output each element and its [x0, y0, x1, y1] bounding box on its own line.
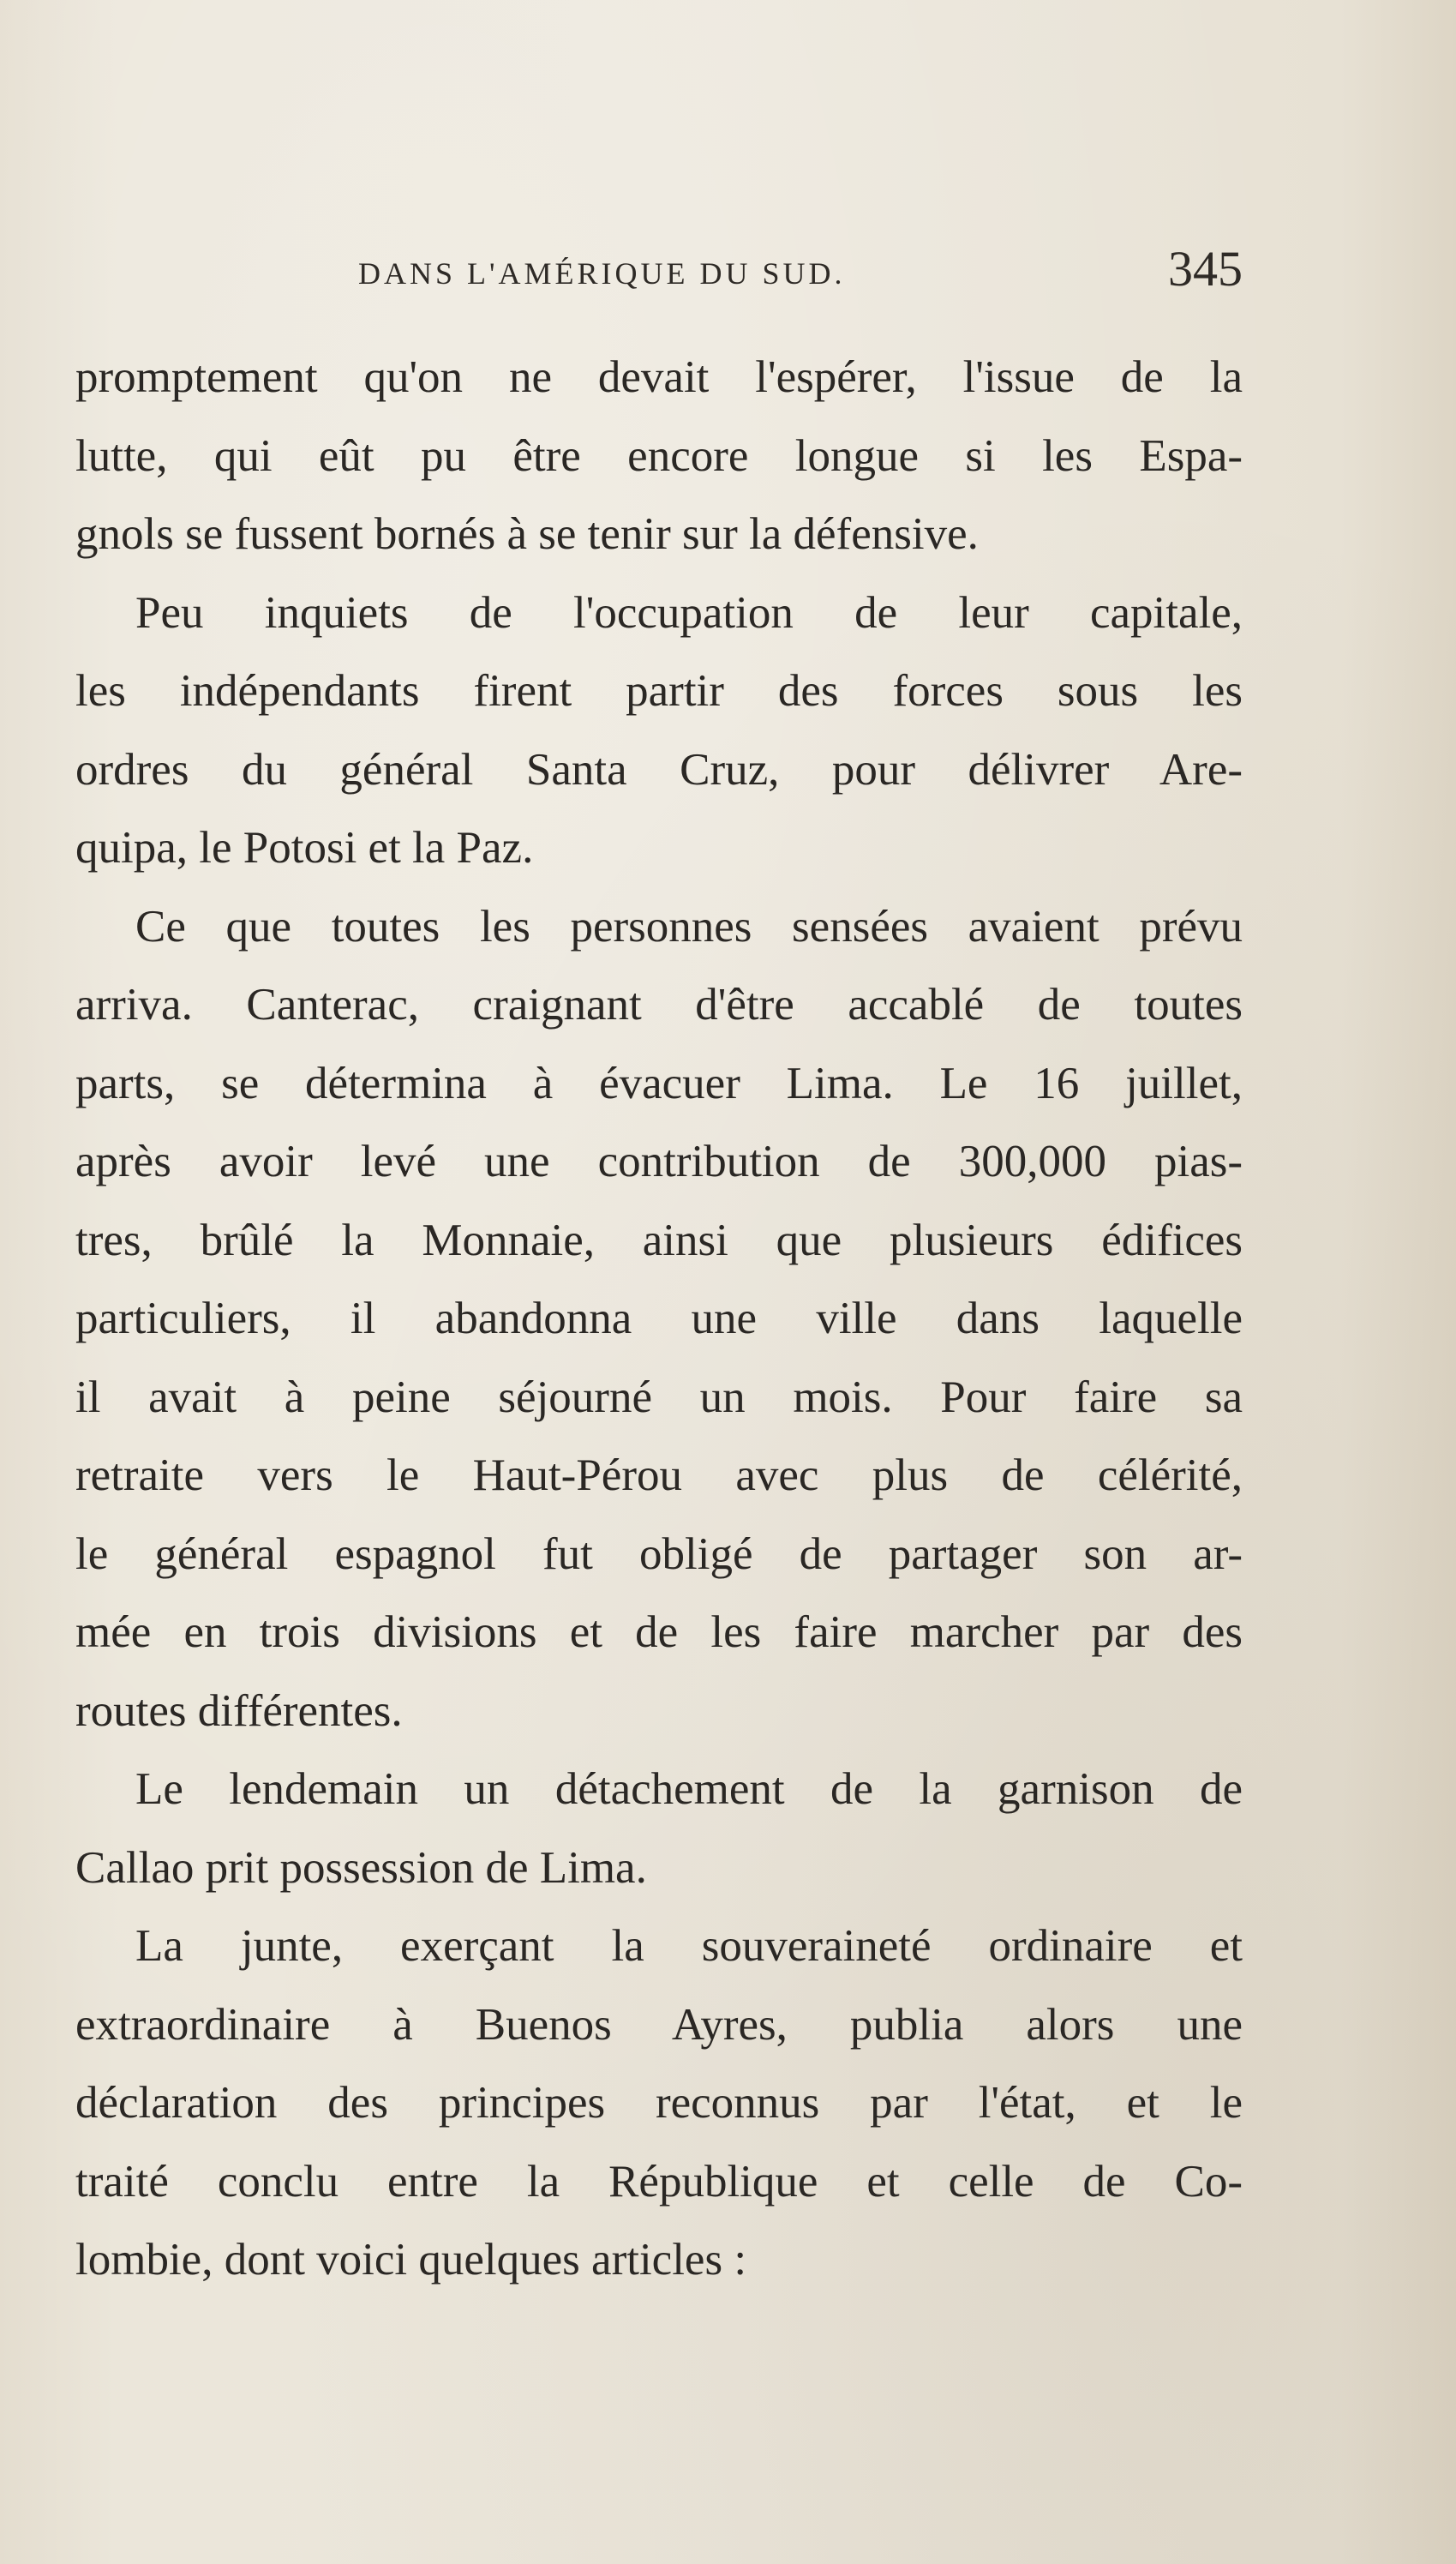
text-line: routes différentes.	[75, 1685, 403, 1736]
page-number: 345	[1168, 241, 1243, 297]
text-line: les indépendants firent partir des forces sous les	[75, 666, 1243, 716]
text-line: gnols se fussent bornés à se tenir sur la défensive.	[75, 509, 979, 559]
text-line: parts, se détermina à évacuer Lima. Le 16 juillet,	[75, 1058, 1243, 1108]
body-text	[75, 339, 1243, 2300]
text-line: mée en trois divisions et de les faire marcher par des	[75, 1607, 1243, 1657]
text-line: Peu inquiets de l'occupation de leur capitale,	[135, 587, 1243, 638]
text-line: promptement qu'on ne devait l'espérer, l'issue de la	[75, 352, 1243, 402]
text-line: retraite vers le Haut-Pérou avec plus de célérité,	[75, 1450, 1243, 1500]
text-line: tres, brûlé la Monnaie, ainsi que plusieurs édifices	[75, 1215, 1243, 1265]
text-line: il avait à peine séjourné un mois. Pour faire sa	[75, 1372, 1243, 1422]
text-line: particuliers, il abandonna une ville dans laquelle	[75, 1294, 1243, 1343]
text-line: lutte, qui eût pu être encore longue si les Espa-	[75, 430, 1243, 481]
text-line: le général espagnol fut obligé de partager son ar-	[75, 1528, 1243, 1579]
running-head	[75, 240, 1243, 309]
text-line: Le lendemain un détachement de la garnison de	[135, 1764, 1243, 1814]
text-line: Ce que toutes les personnes sensées avaient prévu	[135, 901, 1243, 952]
text-line: traité conclu entre la République et celle de Co-	[75, 2156, 1243, 2207]
text-line: La junte, exerçant la souveraineté ordinaire et	[135, 1921, 1243, 1971]
text-line: Callao prit possession de Lima.	[75, 1842, 647, 1893]
text-line: lombie, dont voici quelques articles :	[75, 2235, 747, 2285]
text-line: après avoir levé une contribution de 300,000 pias-	[75, 1137, 1243, 1186]
text-line: ordres du général Santa Cruz, pour délivrer Are-	[75, 744, 1243, 795]
text-line: arriva. Canterac, craignant d'être accablé de toutes	[75, 980, 1243, 1030]
text-line: quipa, le Potosi et la Paz.	[75, 823, 534, 873]
text-line: extraordinaire à Buenos Ayres, publia alors une	[75, 1999, 1243, 2050]
running-head-title: DANS L'AMÉRIQUE DU SUD.	[358, 256, 846, 291]
text-line: déclaration des principes reconnus par l'état, et le	[75, 2078, 1243, 2128]
